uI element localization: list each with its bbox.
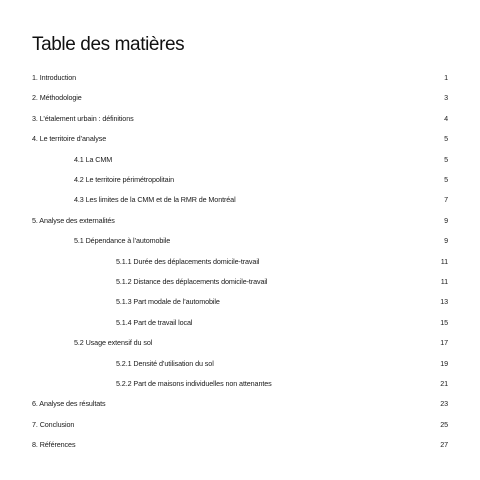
page-title: Table des matières <box>32 34 185 55</box>
toc-entry-label: 7. Conclusion <box>32 419 75 429</box>
toc-entry-page-number: 11 <box>440 277 448 286</box>
toc-entry-page-number: 4 <box>444 113 448 123</box>
toc-entry-page-number: 9 <box>444 236 448 246</box>
toc-entry-label: 2. Méthodologie <box>32 93 82 103</box>
toc-entry-page-number: 23 <box>440 399 448 409</box>
toc-entry-label: 6. Analyse des résultats <box>32 399 106 409</box>
toc-entry[interactable] <box>32 235 448 247</box>
toc-entry-label: 8. Références <box>32 440 76 450</box>
toc-entry[interactable] <box>32 337 448 349</box>
toc-entry[interactable] <box>32 358 448 370</box>
toc-entry-page-number: 5 <box>444 154 448 164</box>
toc-entry-label: 1. Introduction <box>32 73 77 82</box>
toc-entry-page-number: 17 <box>440 338 448 348</box>
toc-entry-page-number: 7 <box>444 195 448 205</box>
toc-entry[interactable] <box>32 419 448 431</box>
toc-entry[interactable] <box>32 296 448 308</box>
toc-entry-label: 4.1 La CMM <box>74 154 113 164</box>
toc-entry-page-number: 21 <box>440 379 448 388</box>
toc-entry[interactable] <box>32 398 448 410</box>
toc-entry-label: 4.2 Le territoire périmétropolitain <box>74 175 174 184</box>
toc-entry[interactable] <box>32 215 448 227</box>
toc-entry-page-number: 5 <box>444 134 448 144</box>
toc-entry-page-number: 15 <box>440 317 448 327</box>
toc-entry-label: 5. Analyse des externalités <box>32 215 115 225</box>
toc-entry-label: 3. L’étalement urbain : définitions <box>32 113 134 123</box>
toc-entry[interactable] <box>32 133 448 145</box>
toc-entry-label: 5.2.2 Part de maisons individuelles non attenantes <box>116 379 272 388</box>
toc-entry[interactable] <box>32 256 448 268</box>
toc-entry-label: 5.1.1 Durée des déplacements domicile-travail <box>116 256 260 266</box>
toc-entry[interactable] <box>32 378 448 390</box>
toc-entry[interactable] <box>32 439 448 451</box>
toc-entry-page-number: 27 <box>440 440 448 450</box>
toc-entry[interactable] <box>32 194 448 206</box>
toc-entry[interactable] <box>32 154 448 166</box>
toc-entry[interactable] <box>32 174 448 186</box>
toc-entry-page-number: 9 <box>444 215 448 225</box>
toc-entry[interactable] <box>32 276 448 288</box>
toc-entry-page-number: 25 <box>440 419 448 429</box>
toc-entry-page-number: 3 <box>444 93 448 103</box>
toc-entry[interactable] <box>32 72 448 84</box>
toc-entry[interactable] <box>32 92 448 104</box>
toc-entry-page-number: 11 <box>440 256 448 266</box>
toc-entry-page-number: 5 <box>444 175 448 184</box>
toc-entry-label: 5.2 Usage extensif du sol <box>74 338 153 348</box>
toc-entry-label: 4.3 Les limites de la CMM et de la RMR de Montréal <box>74 195 236 205</box>
toc-entry-label: 5.1.4 Part de travail local <box>116 317 193 327</box>
toc-entry-page-number: 13 <box>440 297 448 307</box>
toc-entry-label: 5.1.2 Distance des déplacements domicile-travail <box>116 277 268 286</box>
toc-entry[interactable] <box>32 113 448 125</box>
toc-entry[interactable] <box>32 317 448 329</box>
toc-entry-page-number: 1 <box>444 73 448 82</box>
toc-entry-label: 5.1 Dépendance à l’automobile <box>74 236 171 246</box>
toc-entry-label: 4. Le territoire d’analyse <box>32 134 107 144</box>
toc-entry-label: 5.1.3 Part modale de l’automobile <box>116 297 220 307</box>
toc-entry-page-number: 19 <box>440 358 448 368</box>
toc-entry-label: 5.2.1 Densité d’utilisation du sol <box>116 358 214 368</box>
